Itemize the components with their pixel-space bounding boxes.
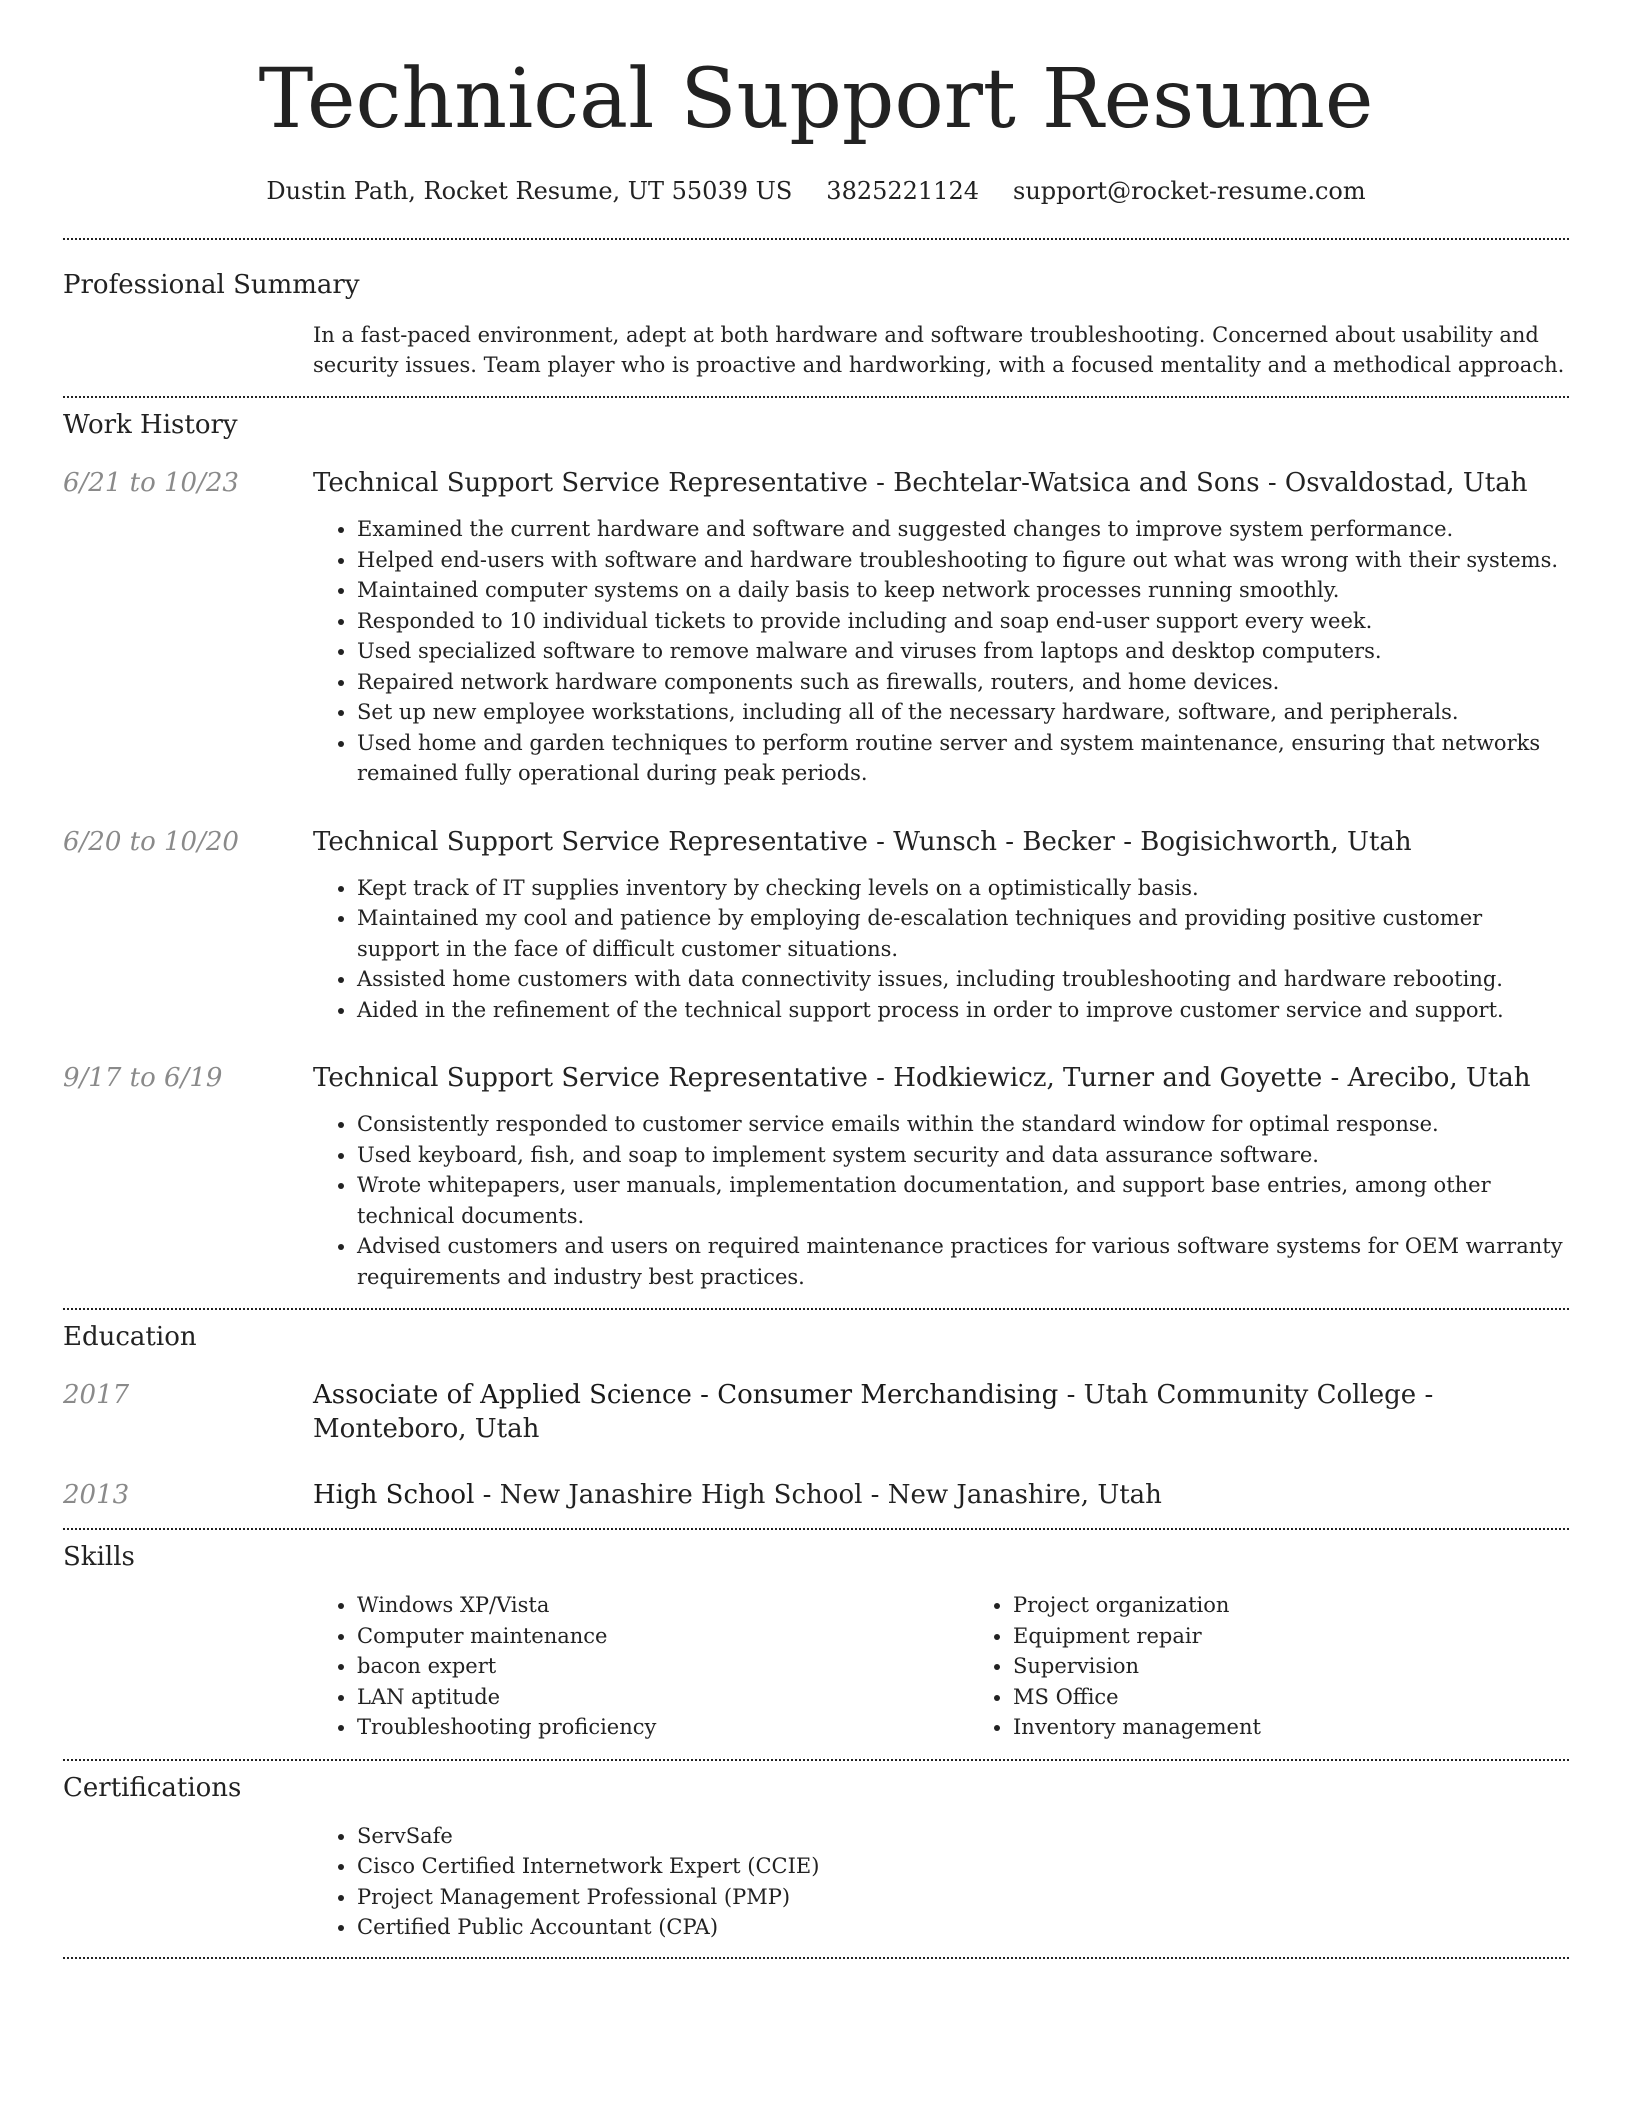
- education-degree: Associate of Applied Science - Consumer Merchandising: [313, 1380, 1059, 1410]
- section-title-work: Work History: [63, 410, 238, 440]
- certification-item: • Cisco Certified Internetwork Expert (CCIE): [357, 1851, 1569, 1882]
- list-item: • Advised customers and users on required maintenance practices for various software systems for OEM warranty requirements and industry best practices.: [357, 1231, 1569, 1292]
- separator: -: [1114, 826, 1141, 857]
- separator: -: [1322, 1063, 1348, 1093]
- education-year: 2013: [63, 1480, 130, 1510]
- separator: -: [867, 1063, 894, 1093]
- job-role: Technical Support Service Representative: [313, 468, 868, 498]
- education-heading: [313, 1378, 1569, 1446]
- contact-address: Dustin Path, Rocket Resume, UT 55039 US: [266, 177, 793, 205]
- job-heading: [313, 466, 1569, 500]
- divider: [63, 1528, 1569, 1530]
- education-location: Monteboro, Utah: [313, 1414, 540, 1444]
- job-location: Arecibo, Utah: [1347, 1063, 1531, 1093]
- separator: -: [867, 468, 894, 498]
- job-dates: 6/20 to 10/20: [63, 826, 239, 857]
- skill-item: • Inventory management: [1013, 1712, 1625, 1743]
- job-dates: 9/17 to 6/19: [63, 1063, 223, 1093]
- summary-text: In a fast-paced environment, adept at both hardware and software troubleshooting. Concerned about usability and security issues. Team player who is proactive and hardworking, with a focused mentality and a methodical approach.: [313, 323, 1565, 377]
- job-bullets: [313, 514, 1569, 789]
- certification-item: • Certified Public Accountant (CPA): [357, 1912, 1569, 1943]
- separator: -: [867, 826, 894, 857]
- divider: [63, 1308, 1569, 1310]
- section-title-summary: Professional Summary: [63, 270, 360, 300]
- education-entry: [63, 1378, 1569, 1446]
- list-item: • Aided in the refinement of the technical support process in order to improve customer service and support.: [357, 995, 1569, 1026]
- job-company: Hodkiewicz, Turner and Goyette: [893, 1063, 1323, 1093]
- list-item: • Set up new employee workstations, including all of the necessary hardware, software, and peripherals.: [357, 697, 1569, 728]
- list-item: • Wrote whitepapers, user manuals, implementation documentation, and support base entries, among other technical documents.: [357, 1170, 1569, 1231]
- job-heading: [313, 1061, 1569, 1095]
- section-title-education: Education: [63, 1322, 197, 1352]
- education-heading: [313, 1478, 1569, 1512]
- list-item: • Responded to 10 individual tickets to provide including and soap end-user support every week.: [357, 606, 1569, 637]
- skill-item: • Supervision: [1013, 1651, 1625, 1682]
- separator: -: [474, 1480, 500, 1510]
- separator: -: [1416, 1380, 1434, 1410]
- divider: [63, 396, 1569, 398]
- divider: [63, 238, 1569, 240]
- separator: -: [1259, 468, 1285, 498]
- divider: [63, 1957, 1569, 1959]
- certifications-section: [63, 1771, 1569, 1943]
- list-item: • Used keyboard, fish, and soap to implement system security and data assurance software.: [357, 1140, 1569, 1171]
- job-role: Technical Support Service Representative: [313, 826, 868, 857]
- list-item: • Kept track of IT supplies inventory by checking levels on a optimistically basis.: [357, 873, 1569, 904]
- list-item: • Assisted home customers with data connectivity issues, including troubleshooting and hardware rebooting.: [357, 964, 1569, 995]
- skill-item: • MS Office: [1013, 1682, 1625, 1713]
- section-title-skills: Skills: [63, 1542, 135, 1572]
- job-bullets: [313, 873, 1569, 1026]
- skill-item: • LAN aptitude: [357, 1682, 969, 1713]
- job-bullets: [313, 1109, 1569, 1292]
- skill-item: • Equipment repair: [1013, 1621, 1625, 1652]
- job-location: Bogisichworth, Utah: [1140, 826, 1412, 857]
- summary-section: [63, 268, 1569, 380]
- list-item: • Examined the current hardware and software and suggested changes to improve system performance.: [357, 514, 1569, 545]
- job-heading: [313, 825, 1569, 859]
- job-location: Osvaldostad, Utah: [1284, 468, 1528, 498]
- job-entry: [63, 466, 1569, 789]
- separator: -: [862, 1480, 888, 1510]
- contact-email: support@rocket-resume.com: [1013, 177, 1366, 205]
- certifications-list: [313, 1821, 1569, 1943]
- skill-item: • Project organization: [1013, 1590, 1625, 1621]
- certification-item: • Project Management Professional (PMP): [357, 1882, 1569, 1913]
- skills-list-right: [969, 1590, 1625, 1743]
- skill-item: • bacon expert: [357, 1651, 969, 1682]
- list-item: • Used specialized software to remove malware and viruses from laptops and desktop computers.: [357, 636, 1569, 667]
- list-item: • Helped end-users with software and hardware troubleshooting to figure out what was wrong with their systems.: [357, 545, 1569, 576]
- work-section: [63, 408, 1569, 1292]
- list-item: • Maintained computer systems on a daily basis to keep network processes running smoothly.: [357, 575, 1569, 606]
- resume-title: Technical Support Resume: [258, 52, 1374, 147]
- job-list: [63, 466, 1569, 1292]
- list-item: • Maintained my cool and patience by employing de-escalation techniques and providing positive customer support in the face of difficult customer situations.: [357, 903, 1569, 964]
- skill-item: • Windows XP/Vista: [357, 1590, 969, 1621]
- skill-item: • Troubleshooting proficiency: [357, 1712, 969, 1743]
- education-list: [63, 1378, 1569, 1512]
- section-title-certifications: Certifications: [63, 1772, 242, 1803]
- divider: [63, 1759, 1569, 1761]
- skills-list-left: [313, 1590, 969, 1743]
- job-entry: [63, 1061, 1569, 1292]
- education-degree: High School: [313, 1480, 475, 1510]
- contact-line: [63, 174, 1569, 208]
- education-school: Utah Community College: [1083, 1380, 1417, 1410]
- certification-item: • ServSafe: [357, 1821, 1569, 1852]
- job-company: Wunsch - Becker: [893, 826, 1115, 857]
- skill-item: • Computer maintenance: [357, 1621, 969, 1652]
- job-role: Technical Support Service Representative: [313, 1063, 868, 1093]
- education-school: New Janashire High School: [499, 1480, 863, 1510]
- list-item: • Consistently responded to customer service emails within the standard window for optimal response.: [357, 1109, 1569, 1140]
- job-company: Bechtelar-Watsica and Sons: [893, 468, 1260, 498]
- job-entry: [63, 825, 1569, 1026]
- education-section: [63, 1320, 1569, 1512]
- list-item: • Used home and garden techniques to perform routine server and system maintenance, ensuring that networks remained fully operational during peak periods.: [357, 728, 1569, 789]
- education-year: 2017: [63, 1380, 130, 1410]
- separator: -: [1058, 1380, 1084, 1410]
- education-location: New Janashire, Utah: [887, 1480, 1162, 1510]
- list-item: • Repaired network hardware components such as firewalls, routers, and home devices.: [357, 667, 1569, 698]
- contact-phone: 3825221124: [826, 177, 979, 205]
- job-dates: 6/21 to 10/23: [63, 468, 239, 498]
- education-entry: [63, 1478, 1569, 1512]
- skills-section: [63, 1540, 1569, 1743]
